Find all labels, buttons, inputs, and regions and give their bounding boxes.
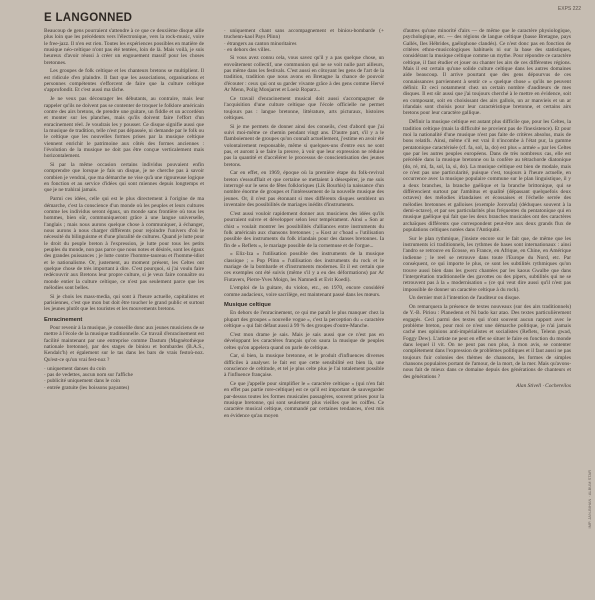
paragraph: Si par la même occasion certains individus pouvaient enfin comprendre que lorsque je fais un disque, je ne cherche pas à savoir combien je vendrai, que ma démarche ne vise qu'à une rigoureuse logique en fonction et au service d'idées qui sont miennes depuis longtemps et que je ne trahirai jamais.	[44, 162, 204, 194]
paragraph: Définir la musique celtique est autant plus difficile que, pour les Celtes, la tradition celtique (mais la difficulté ne provient pas de l'inexistence). Et pour moi la nationalité d'une musique n'est pas faite de critères absolus, mais de bons relatifs. Ainsi, même s'il est vrai il n'incombe à l'état pur, la gamme pentatonique caractérisée (cf. fa, sol, la, do) est plus « armée » par les Celtes que par les autres peuples européens. Dans de très nombreux cas, elle est précédée dans la musique bretonne ou la confère au tétrachorde diatonique (do, ré, mi, fa, sol, la, si, do). La musique celtique est bien de modale, mais ce n'est pas une particularité, puisque c'est, toujours à l'heure actuelle, en occurrence avec la musique populaire commune sur le plan linguistique, il y a deux branches, la branche gaélique et la branche brittonique, qui se différencient surtout par l'ambitus et qualité (dépassant quelquefois deux octaves) des mélodies irlandaises et écossaises et l'échelle serrée des mélodies bretonnes et galloises (exemple Jorovafa) (déduques souvent à la demi-octave), et par ses particularités plus fréquentes du pentatonique qui en musique gaélique qui fait que les deux branches musicales ont des caractères archaïques différents que correspondent peut-être aux deux grands flux de populations celtiques notées dans l'Antiquité.	[403, 119, 571, 234]
paragraph: Parmi ces idées, celle qui est le plus directement à l'origine de ma démarche, c'est la conscience d'un monde où les peuples et leurs cultures comme les individus seront égaux, un monde sans frontière où tous les hommes, bien sûr, communiqueront grâce à une langue universelle, l'anglais ; mais nous aurons quelque chose à communiquer, à échanger, nous aurons à nous charger différents pour rejoindre l'univers d'où le nécessité du bilinguisme et d'une pluralité de cultures. Quand je lutte pour le droit du peuple breton à l'expression, je lutte pour tous les petits peuples du monde, non pas parce que nous notes et désirés, sont les égaux des grandes puissances ; je lutte contre l'homme-taureau et l'homme-idiot et le nationalisme. Or, justement, au moment présent, les Celtes ont quelque chose de très important à dire. C'est pourquoi, si j'ai voulu faire redécouvrir aux Bretons leur propre culture, si je veux faire connaître ou monde entier la culture celtique, ce n'est pas seulement parce que les mélodies sont belles.	[44, 196, 204, 291]
paragraph: Les groupes de folk celtique et les chanteurs bretons se multiplient. Il est ridicule d'en plaindre. Il faut que les associations, organisations et personnes compétentes s'efforcent de faire que la culture celtique s'approfondit. Et c'est aussi ma tâche.	[44, 68, 204, 94]
paragraph: d'autres qu'une minorité d'airs — de même que le caractère physiologique, psychologique, etc. — des régions de langue celtique (basse Bretagne, pays Gallés, Iles Hébrides, gaélophone clandés). Ce n'est donc pas en fonction de critères ethno-musicologiques habituels ni sur la base des statistiques, considérant la musique celtique comme un mythe. Pour répondre ce caractère celtique, il faut étudier et jouer ou chanter les airs de ces différentes régions. Mais il est certain qu'une solide culture celtique dans les autres domaines aide beaucoup. Il arrive pourtant que des gens dépourvus de ces connaissances parviennent à sentir ce « quelque chose » qu'ils ne peuvent définir. Et ceci notamment chez un certain nombre d'auditeurs de mes disques. Il est sûr aussi que j'ai toujours cherché à le mettre en évidence, soit en composant, soit en choisissant des airs gallois, un ar manvieis et un ar irlandais sont choisis pour leur caractéristique bretonne, et certains airs bretons pour leur caractère gallique.	[403, 28, 571, 117]
text-column-2	[224, 28, 384, 422]
paragraph: C'est aussi vouloir rapidement donner aux musiciens des idées qu'ils pourraient suivre et développer selon leur tempérament. Ainsi « Son ar chist » voulait montrer les possibilités d'alliances entre instruments du folk américain aux chansons bretonnes ; « Kost ar c'hoad » l'utilisation possible des instruments du folk irlandais pour des danses bretonnes. Ia fin de « Reflets », le mariage possible de la cornemuse et de l'orgue...	[224, 210, 384, 249]
list-item: · entrée gratuite (les boissons payantes)	[44, 384, 130, 391]
fest-noz-criteria-list	[44, 366, 204, 391]
paragraph: Car, si bien, la musique bretonne, et le produit d'influences diverses difficiles à analyser. le fait est que cette sensibilité est bien là, une conscience de celtitude, et tel je plus celte plus je l'ai totalement possible à l'influence française.	[224, 353, 384, 379]
page-title: E LANGONNED	[44, 12, 133, 24]
paragraph: C'est mon drame je sais. Mais je sais aussi que ce n'est pas en développant les caractères français qu'on saura la musique de peuples celtes qu'on appelera quand on parle de celtique.	[224, 331, 384, 351]
author-signature: Alan Stivell · Cochereilos	[516, 382, 571, 389]
paragraph: Si vous avez connu cela, vous savez qu'il y a pas quelque chose, un envoûtement collectif, une communion qui ne se voit nulle part ailleurs, pas même dans les festivals. C'est aussi en côtoyant les gens de l'art de la tradition, tradition que nous avons en Bretagne la chance de pouvoir d'écouter : ceux qui ont su garder vivante grâce à des gens comme Hervé Ar Menn, Polig Monjarret et Loeiz Roparz...	[224, 55, 384, 94]
paragraph: « Eliz-Iza » l'utilisation possible des instruments de la musique classique ; « Pop Plinn » l'utilisation des instruments du rock et le mariage de la bombarde et d'instruments modernes. Et il est certain que ces exemples ont été suivis (même s'il y a eu des déformations) par Ar Fiutavers, Pierre-Yves Moign, les Namnedi et Evit Koedi).	[224, 251, 384, 283]
paragraph: Ce travail d'enracinement musical doit aussi s'accompagner de l'acquisition d'une culture celtique que l'école officielle ne permet toujours pas : langue bretonne, littérature, arts picturaux, histoires celtiques.	[224, 95, 384, 121]
paragraph: Ce que j'appelle pour simplifier le « caractère celtique » (qui n'en fait en effet pas partie rore-celtique) est ce qu'il est important de sauvegarder par-dessus toutes les formes musicales passagères, souvent prises pour la musique bretonne, qui sont seulement plus vieilles que les coiffes. Ce caractère musical celtique, commandé par certaines tendances, n'est mis en évidence qu'au moyen	[224, 381, 384, 419]
section-heading-musique-celtique: Musique celtique	[224, 302, 272, 309]
list-item: · publicité uniquement dans le coin	[44, 378, 120, 385]
paragraph: L'emploi de la guitare, du violon, etc., en 1970, encore considéré comme audacieux, voire sacrilège, est maintenant passé dans les mœurs.	[224, 285, 384, 298]
paragraph: Je ne veux pas décourager les débutants, au contraire, mais leur rappeler qu'ils ne doivent pas se contenter de troquer le folklore américain contre des airs bretons, de prendre une guitare, un fiddle et un accordéon et monter sur les planches, mais qu'ils doivent faire l'effort d'un enracinement réel. Je voudrais les y pousser. Ce disque signifie aussi que la musique de tradition, telle n'est pas dépassée, ni demande par le folk ou le celtique que les nouvelles formes prises par la musique celtique viennent enrichir le patrimoine aux côtés des formes anciennes : l'évolution de la musique ne doit pas être conçue verticalement mais horizontalement.	[44, 96, 204, 160]
paragraph: Car en effet, en 1969, époque où la première étape du folk-revival breton s'essoufflait et que certaine se mettaient à désespérer, je me suis interrogé sur le sens de fêtes folkloriques (Lik Bourhis) la naissance d'un nombre énorme de groupes et l'intéressement de la nouvelle musique des jeunes. Or, il n'est pas étonnant si mes différents disques semblent un inventaire des possibilités de mariages inédits d'instruments.	[224, 170, 384, 209]
paragraph: Sur le plan rythmique, j'insiste encore sur le fait que, de même que les instruments ici traditionnels, les rythmes de bases sont internationaux : ainsi l'andro se retrouve en Écosse, en France, en Afrique, en Chine, en Amérique indienne ; le reel se retrouve dans toute l'Europe du Nord, etc. Par conséquent, ce qui importe le plus, ce sont les subtilités rythmiques qu'on trouve aussi bien dans les gwerz chantées par les kaous Gwalbe que dans l'interprétation traditionnelle des gavottes ou des pipers, subtilités qui ne se retrouvent pas à la « modernisation » (ce qui veut dire aussi qu'il n'est pas impossible de donner un caractère celtique à du rock).	[403, 235, 571, 293]
list-item: · uniquement danses du coin	[44, 365, 106, 372]
list-item: · pas de vedettes, aucun nom sur l'affiche	[44, 371, 133, 378]
list-item: · en dehors des villes.	[224, 47, 271, 54]
section-heading-enracinement: Enracinement	[44, 316, 83, 323]
paragraph: Beaucoup de gens pourraient s'attendre à ce que ce deuxième disque aille plus loin que les précédents vers l'électronique, vers la rock-music, voire le free-jazz. Il n'en est rien. Toutes les expériences possibles en matière de musique néo-celtique n'ont pas été tentées, loin de là. Mais voilà, je suis heureux d'avoir réussi à créer un engouement massif pour les choses bretonnes.	[44, 28, 204, 66]
fest-noz-criteria-list-cont	[224, 28, 384, 53]
catalog-number: EXPS 222	[557, 6, 581, 12]
paragraph: Si je chois les mass-media, qui sont à l'heure actuelle, capitalistes et parisiennes, c'est que mon but doit être toucher le grand public et surtout les jeunes plutôt que les touristes et les mouvements bretons.	[44, 293, 204, 313]
paragraph: Un dernier mot à l'intention de l'auditeur ou disque.	[409, 295, 521, 302]
paragraph: Pour revenir à la musique, je conseille donc aux jeunes musiciens de se mettre à l'école de la musique traditionnelle. Ce travail d'enracinement est facilité maintenant par une entreprise comme Dastum (Magnétothèque nationale bretonne), par des stages de biniou et bombardes (B.A.S., Kendalc'h) et également sur le tas dans les bars de vrais festoù-noz. Qu'est-ce qu'un vrai fest-noz ?	[44, 325, 204, 363]
paragraph: En dehors de l'enracinement, ce qui me paraît le plus manquer chez la plupart des groupes « nouvelle vogue », c'est la perception du « caractère celtique » qui fait défaut aussi à 99 % des groupes d'outre-Manche.	[224, 310, 384, 330]
text-column-3	[403, 28, 571, 389]
list-item: · étrangers au canton minoritaires	[224, 40, 297, 47]
text-column-1	[44, 28, 204, 393]
printer-credit: IMP. JAN-BIHAN · ALBUM STAR	[587, 470, 592, 529]
paragraph: On remarquera la présence de textes nouveaux (sur des airs traditionnels) de Y.-B. Piriou : Planedenn et Ni bado kar atao. Des textes particulièrement engagés. Ceci parmi des textes qui n'ont souvent aucun rapport avec le problème breton, pour moi ce n'est une démarche politique, je n'ai jamais caché mes opinions anti-impérialistes et socialistes (Reflets, Telenn gwad, Foggy Dew). L'artiste ne peut en effet se situer le faire en fonction du monde dans lequel il vit. On ne peut pas non plus, à mon avis, se contenter complètement dans l'expression de problèmes politiques et il faut aussi ne pas toujours fuir colonies des thèmes de chansons, les formes de simples chansons populaires portant de l'amour, de la mort, de la mer. Mais qu'avons-nous fait de mieux dans ce domaine depuis des générations de chanteurs et des générations ?	[403, 304, 571, 380]
list-item: · uniquement chant sans accompagnement et biniou-bombarde (+ truchenn-kaol Pays Plinn)	[224, 28, 384, 41]
paragraph: Si je me permets de donner ainsi des conseils, c'est d'abord que j'ai suivi moi-même ce chemin pendant vingt ans. D'autre part, s'il y a le flamboiement de groupes qu'on connaît actuellement, j'estime en avoir été volontairement responsable, même si quelques-uns d'entre eux ne sont pas, et auront à se faire la preuve, à voir que leur expression ne réduise pas la quantité et d'accélérer le processus de conscientisation des jeunes bretons.	[224, 123, 384, 168]
